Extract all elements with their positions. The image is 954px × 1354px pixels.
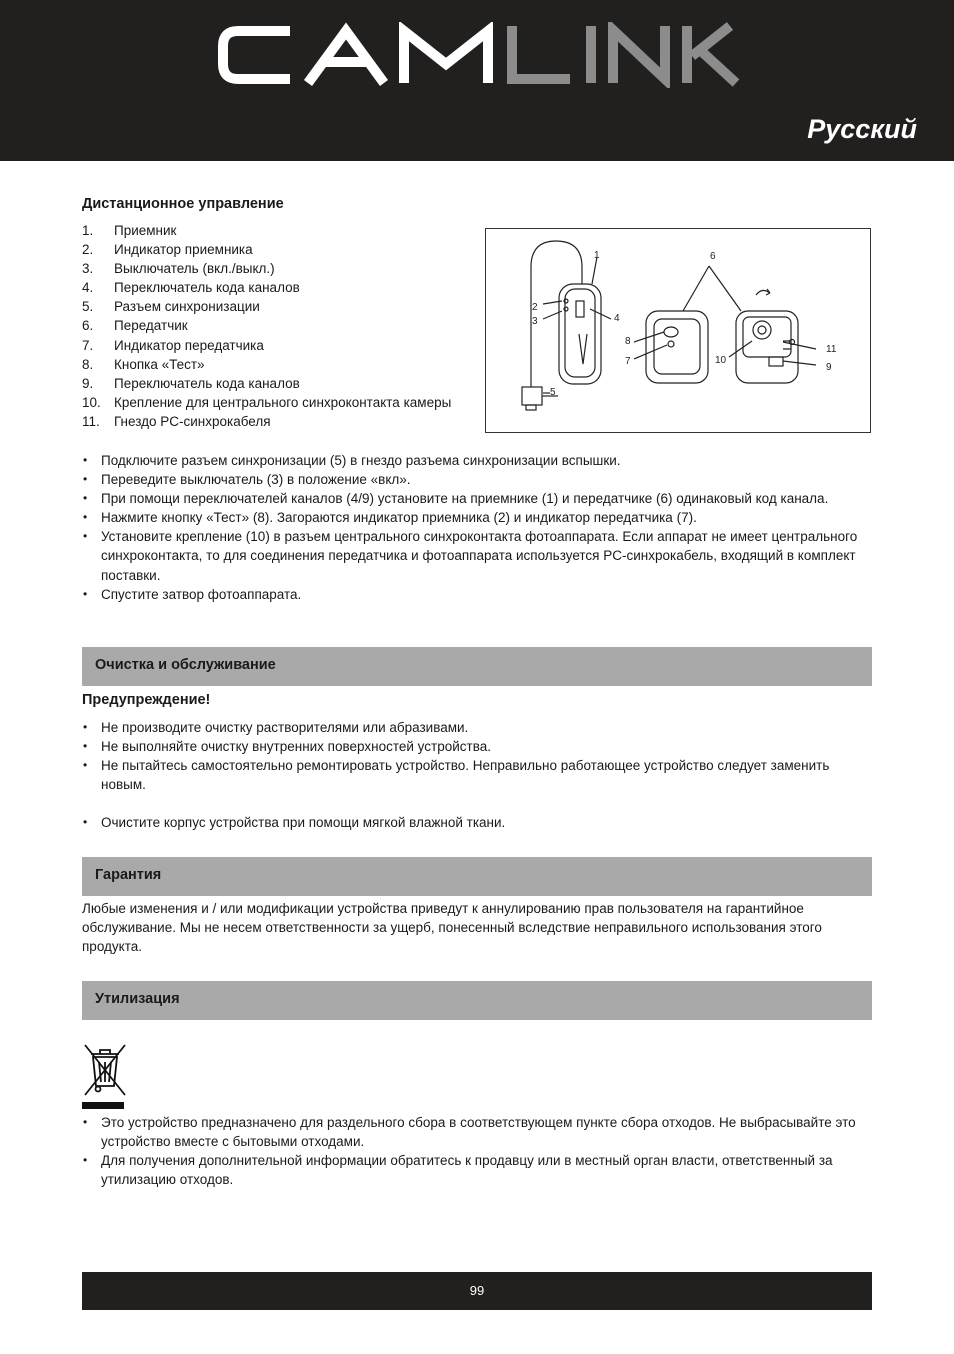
part-label: Индикатор приемника — [114, 242, 253, 258]
setup-step: • Переведите выключатель (3) в положение «вкл». — [82, 470, 872, 489]
cleaning-tip — [82, 813, 872, 832]
warning-item: • Не выполняйте очистку внутренних поверхностей устройства. — [82, 737, 872, 756]
part-label: Гнездо PC-синхрокабеля — [114, 413, 271, 429]
warranty-band — [82, 857, 872, 896]
callout-10: 10 — [715, 355, 727, 366]
camlink-logo — [216, 22, 740, 88]
disposal-item: • Для получения дополнительной информации обратитесь к продавцу или в местный орган власти, ответственный за утилизацию отходов. — [82, 1151, 872, 1189]
part-number: 2. — [82, 242, 94, 258]
part-label: Переключатель кода каналов — [114, 280, 300, 296]
part-item — [82, 240, 482, 259]
page-footer — [82, 1272, 872, 1310]
part-label: Крепление для центрального синхроконтакта камеры — [114, 394, 452, 410]
callout-3: 3 — [532, 316, 538, 327]
part-item — [82, 393, 482, 412]
part-item — [82, 355, 482, 374]
setup-step: • Подключите разъем синхронизации (5) в гнездо разъема синхронизации вспышки. — [82, 451, 872, 470]
warning-item: • Не пытайтесь самостоятельно ремонтировать устройство. Неправильно работающее устройство следует заменить новым. — [82, 756, 872, 794]
receiver-transmitter-illustration — [486, 229, 870, 432]
cleaning-band — [82, 647, 872, 686]
cleaning-title: Очистка и обслуживание — [95, 657, 276, 673]
transmitter-back-shape — [736, 311, 798, 383]
part-number: 3. — [82, 261, 94, 277]
callout-5: 5 — [550, 387, 556, 398]
warning-list — [82, 718, 872, 794]
warning-item: • Не производите очистку растворителями или абразивами. — [82, 718, 872, 737]
part-number: 7. — [82, 337, 94, 353]
part-item — [82, 297, 482, 316]
page-number: 99 — [469, 1283, 485, 1298]
part-label: Кнопка «Тест» — [114, 356, 205, 372]
setup-step: • Нажмите кнопку «Тест» (8). Загораются индикатор приемника (2) и индикатор передатчика (7). — [82, 508, 872, 527]
part-item — [82, 278, 482, 297]
language-label: Русский — [807, 114, 917, 144]
callout-2: 2 — [532, 302, 538, 313]
callout-11: 11 — [826, 344, 837, 355]
remote-section-title: Дистанционное управление — [82, 196, 284, 212]
disposal-title: Утилизация — [95, 991, 180, 1007]
part-label: Индикатор передатчика — [114, 337, 264, 353]
disposal-item: • Это устройство предназначено для раздельного сбора в соответствующем пункте сбора отходов. Не выбрасывайте это устройство вместе с бытовыми отходами. — [82, 1113, 872, 1151]
setup-step: • Спустите затвор фотоаппарата. — [82, 585, 872, 604]
part-number: 10. — [82, 394, 101, 410]
warranty-text: Любые изменения и / или модификации устройства приведут к аннулированию прав пользователя на гарантийное обслуживание. Мы не несем ответственности за ущерб, понесенный вследствие неправильного использования этого продукта. — [82, 901, 822, 955]
setup-steps — [82, 451, 872, 604]
callout-1: 1 — [594, 250, 600, 261]
part-item — [82, 336, 482, 355]
part-number: 6. — [82, 318, 94, 334]
part-item — [82, 316, 482, 335]
part-label: Приемник — [114, 223, 177, 238]
part-number: 1. — [82, 223, 94, 238]
callout-7: 7 — [625, 356, 631, 367]
device-diagram — [485, 228, 871, 433]
part-number: 9. — [82, 375, 94, 391]
setup-step: • Установите крепление (10) в разъем центрального синхроконтакта фотоаппарата. Если аппарат не имеет центрального синхроконтакта, то для соединения передатчика и фотоаппарата используется PC-синхрокабель, входящий в комплект поставки. — [82, 527, 872, 584]
part-label: Передатчик — [114, 318, 188, 334]
page-header — [0, 0, 954, 161]
part-item — [82, 412, 482, 431]
disposal-band — [82, 981, 872, 1020]
warning-title: Предупреждение! — [82, 692, 211, 708]
part-item — [82, 221, 482, 240]
part-label: Переключатель кода каналов — [114, 375, 300, 391]
cleaning-tip-item: • Очистите корпус устройства при помощи мягкой влажной ткани. — [82, 813, 872, 832]
weee-crossed-bin-icon — [82, 1042, 128, 1110]
part-number: 11. — [82, 413, 100, 429]
part-item — [82, 374, 482, 393]
part-number: 8. — [82, 356, 94, 372]
warranty-title: Гарантия — [95, 867, 162, 883]
part-number: 5. — [82, 299, 94, 315]
part-number: 4. — [82, 280, 94, 296]
setup-step: • При помощи переключателей каналов (4/9) установите на приемнике (1) и передатчике (6) одинаковый код канала. — [82, 489, 872, 508]
part-label: Выключатель (вкл./выкл.) — [114, 261, 275, 277]
part-label: Разъем синхронизации — [114, 299, 260, 315]
callout-9: 9 — [826, 362, 832, 373]
disposal-list — [82, 1113, 872, 1189]
parts-list — [82, 221, 482, 431]
callout-6: 6 — [710, 251, 716, 262]
callout-4: 4 — [614, 313, 620, 324]
part-item — [82, 259, 482, 278]
callout-8: 8 — [625, 336, 631, 347]
